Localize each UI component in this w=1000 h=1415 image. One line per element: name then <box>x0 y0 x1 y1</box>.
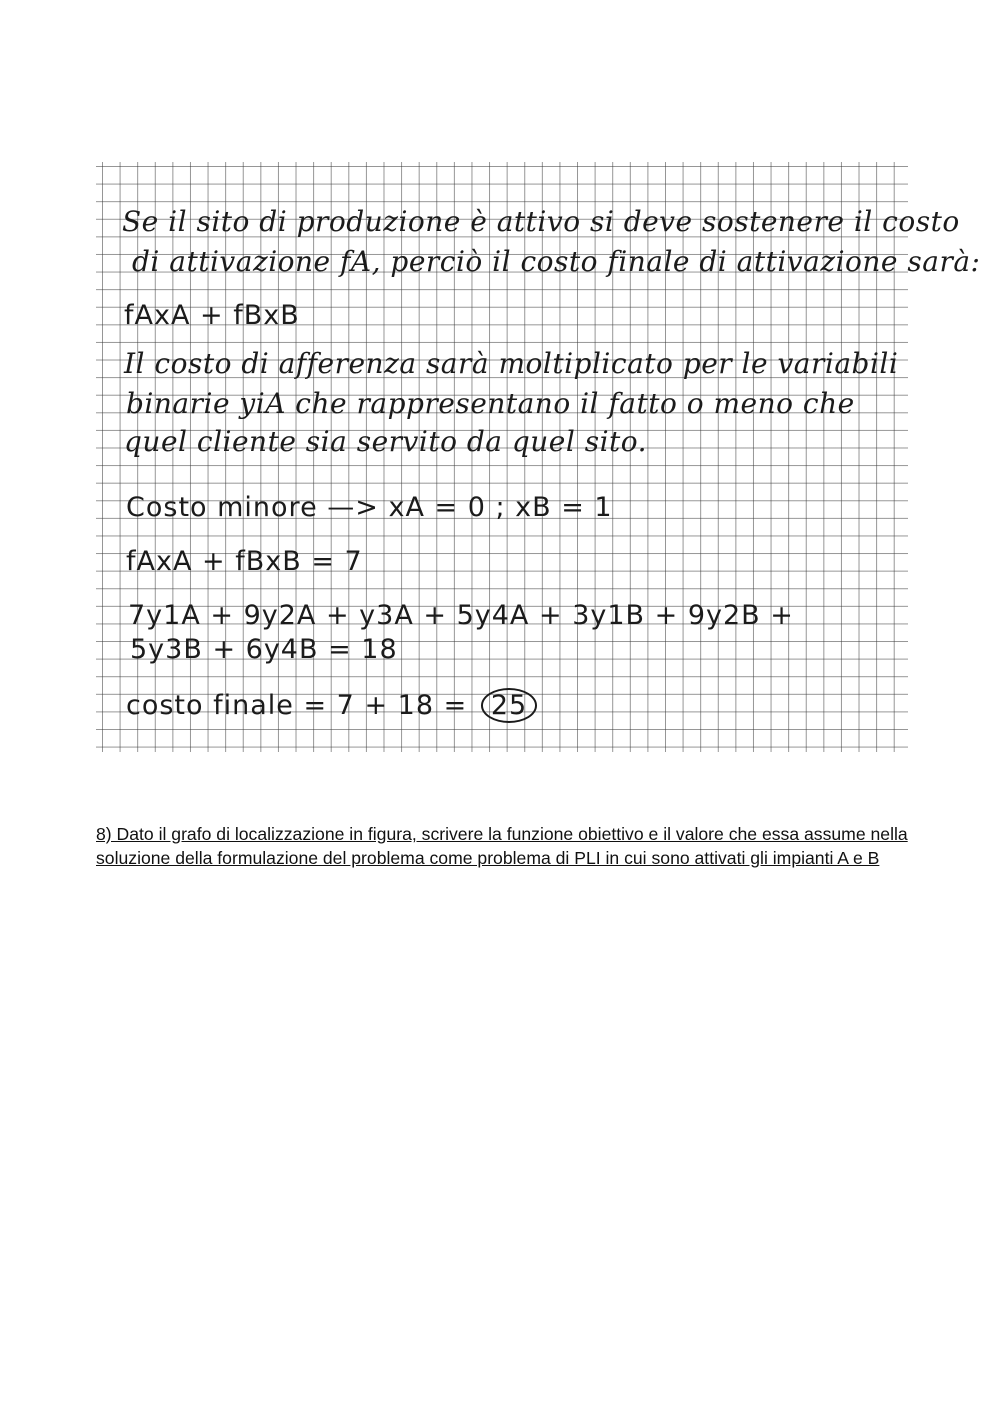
final-cost-expression: costo finale = 7 + 18 = <box>126 690 468 721</box>
handwritten-line-8: fAxA + fBxB = 7 <box>126 546 363 577</box>
question-8: 8) Dato il grafo di localizzazione in figura, scrivere la funzione obiettivo e il valore che essa assume nella soluzione della formulazione del problema come problema di PLI in cui sono attivati gli impianti A e B <box>96 824 908 868</box>
handwritten-line-4: Il costo di afferenza sarà moltiplicato per le variabili <box>124 347 899 380</box>
handwritten-line-1: Se il sito di produzione è attivo si deve sostenere il costo <box>122 205 960 238</box>
handwritten-line-9: 7y1A + 9y2A + y3A + 5y4A + 3y1B + 9y2B + <box>128 600 794 631</box>
handwritten-line-6: quel cliente sia servito da quel sito. <box>124 425 648 458</box>
circled-result: 25 <box>481 688 537 723</box>
handwritten-line-11 <box>126 688 537 723</box>
grid-paper-photo <box>96 162 981 752</box>
handwritten-line-2: di attivazione fA, perciò il costo finale di attivazione sarà: <box>132 245 981 278</box>
handwritten-line-3: fAxA + fBxB <box>124 300 300 331</box>
handwritten-line-10: 5y3B + 6y4B = 18 <box>130 634 398 665</box>
handwritten-line-7: Costo minore —> xA = 0 ; xB = 1 <box>126 492 613 523</box>
handwritten-line-5: binarie yiA che rappresentano il fatto o meno che <box>126 387 855 420</box>
